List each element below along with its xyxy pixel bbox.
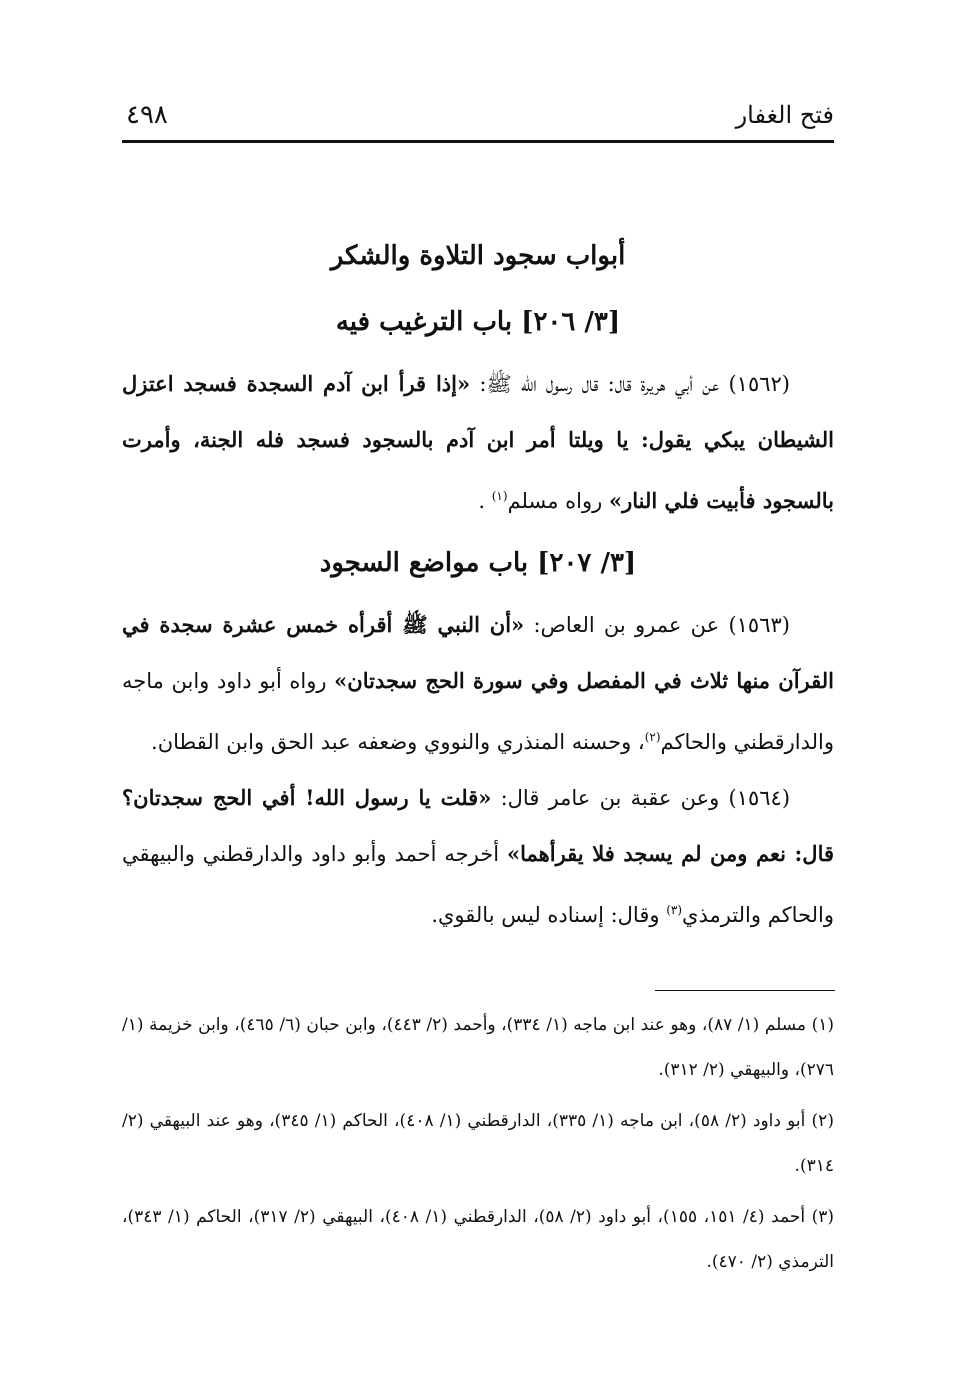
main-text <box>122 230 834 943</box>
book-title: فتح الغفار <box>735 101 834 129</box>
footnote: (٣) أحمد (٤/ ١٥١، ١٥٥)، أبو داود (٢/ ٥٨)، الدارقطني (١/ ٤٠٨)، البيهقي (٢/ ٣١٧)، الحاكم (١/ ٣٤٣)، الترمذي (٢/ ٤٧٠). <box>122 1207 835 1272</box>
hadith-source: أخرجه أحمد وأبو داود والدارقطني والبيهقي والحاكم والترمذي <box>122 842 834 927</box>
hadith-source: رواه أبو داود وابن ماجه والدارقطني والحاكم <box>122 669 834 754</box>
footnote-reference[interactable]: (١) <box>491 489 508 503</box>
hadith-ending: ، وحسنه المنذري والنووي وضعفه عبد الحق وابن القطان. <box>151 730 645 754</box>
hadith-intro: وعن عقبة بن عامر قال: <box>491 786 729 810</box>
hadith-number: (١٥٦٤) <box>728 786 791 810</box>
page-number: ٤٩٨ <box>126 100 168 130</box>
footnote: (١) مسلم (١/ ٨٧)، وهو عند ابن ماجه (١/ ٣٣٤)، وأحمد (٢/ ٤٤٣)، وابن حبان (٦/ ٤٦٥)، وابن خزيمة (١/ ٢٧٦)، والبيهقي (٢/ ٣١٢). <box>122 1015 834 1080</box>
hadith-number: (١٥٦٣) <box>728 613 790 637</box>
footnote-reference[interactable]: (٣) <box>666 903 683 917</box>
hadith-intro: عن أبي هريرة قال: قال رسول الله ﷺ: <box>470 372 729 396</box>
section-heading: [٣/ ٢٠٦] باب الترغيب فيه <box>335 307 621 337</box>
chapter-title: أبواب سجود التلاوة والشكر <box>330 241 626 271</box>
hadith-ending: وقال: إسناده ليس بالقوي. <box>431 903 667 927</box>
footnote: (٢) أبو داود (٢/ ٥٨)، ابن ماجه (١/ ٣٣٥)، الدارقطني (١/ ٤٠٨)، الحاكم (١/ ٣٤٥)، وهو عند البيهقي (٢/ ٣١٤). <box>122 1111 834 1176</box>
hadith-paragraph <box>122 356 834 529</box>
hadith-ending: . <box>478 489 492 513</box>
hadith-intro: عن عمرو بن العاص: <box>524 613 729 637</box>
hadith-quote: «قلت يا رسول الله! أفي الحج سجدتان؟ قال: نعم ومن لم يسجد فلا يقرأهما» <box>122 785 835 866</box>
footnotes <box>122 1003 834 1291</box>
footnote-reference[interactable]: (٢) <box>644 730 661 744</box>
footnote-separator <box>655 990 835 991</box>
hadith-source: رواه مسلم <box>507 489 609 513</box>
hadith-paragraph <box>122 770 834 943</box>
section-heading: [٣/ ٢٠٧] باب مواضع السجود <box>319 548 637 578</box>
running-header <box>122 96 834 143</box>
hadith-number: (١٥٦٢) <box>728 372 790 396</box>
hadith-quote: «إذا قرأ ابن آدم السجدة فسجد اعتزل الشيطان يبكي يقول: يا ويلتا أمر ابن آدم بالسجود فسجد فله الجنة، وأمرت بالسجود فأبيت فلي النار» <box>122 371 834 513</box>
hadith-quote: «أن النبي ﷺ أقرأه خمس عشرة سجدة في القرآن منها ثلاث في المفصل وفي سورة الحج سجدتان» <box>122 612 834 693</box>
hadith-paragraph <box>122 597 834 770</box>
